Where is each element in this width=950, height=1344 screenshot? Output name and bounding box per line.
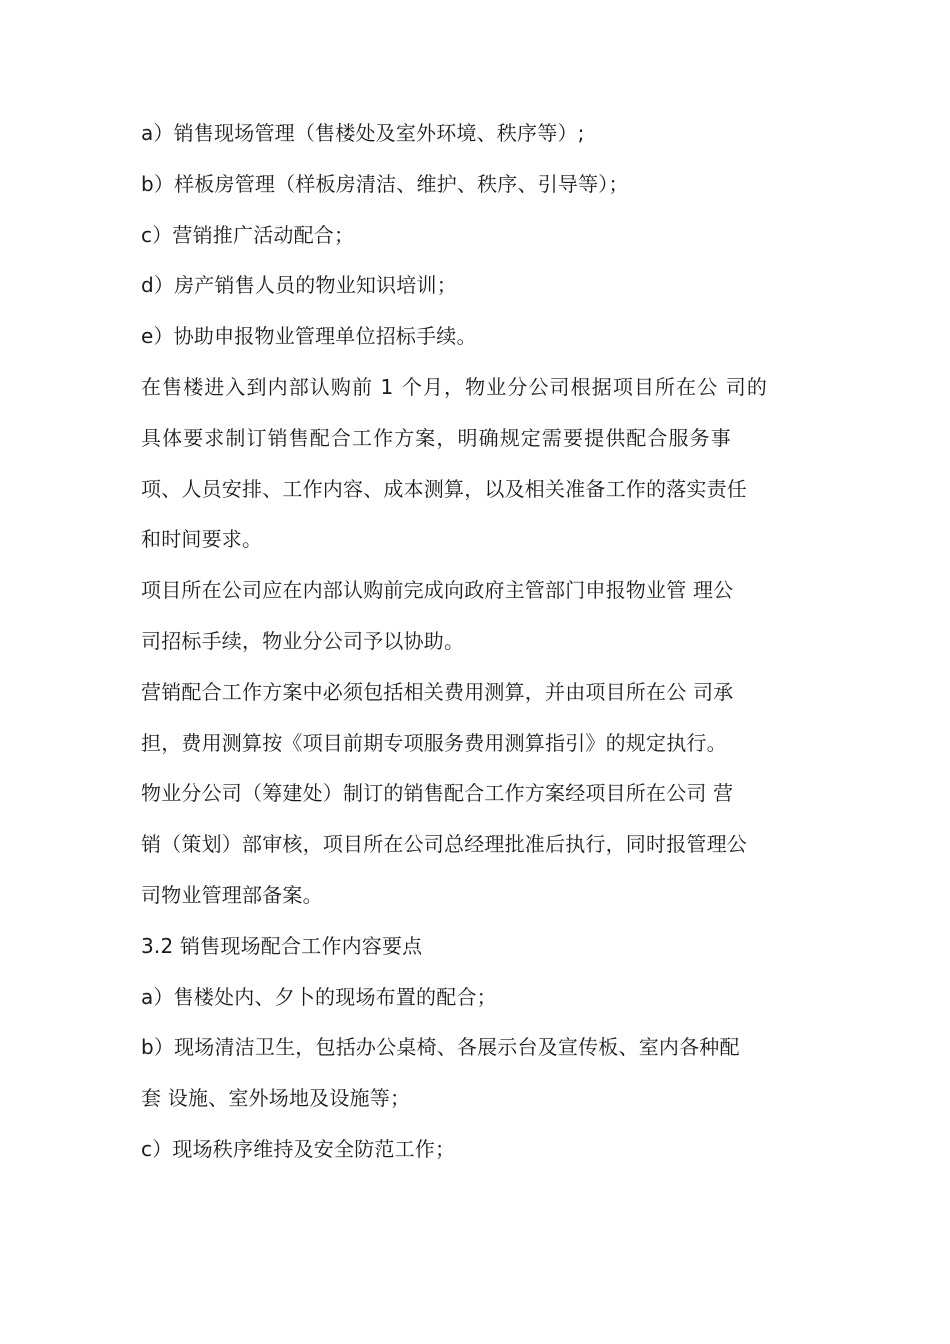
text-line: 物业分公司（筹建处）制订的销售配合工作方案经项目所在公司 营 [141,781,734,806]
text-line: 和时间要求。 [141,527,263,552]
text-line: 销（策划）部审核，项目所在公司总经理批准后执行，同时报管理公 [141,832,747,857]
document-page [141,108,816,1175]
text-line: a）售楼处内、夕卜的现场布置的配合； [141,984,497,1009]
text-line: c）营销推广活动配合； [141,222,355,247]
text-line: 项目所在公司应在内部认购前完成向政府主管部门申报物业管 理公 [141,578,734,603]
text-line: e）协助申报物业管理单位招标手续。 [141,324,477,349]
text-line: d）房产销售人员的物业知识培训； [141,273,457,298]
text-line: 营销配合工作方案中必须包括相关费用测算，并由项目所在公 司承 [141,679,734,704]
text-line: 套 设施、室外场地及设施等； [141,1086,411,1111]
text-line: b）现场清洁卫生，包括办公桌椅、各展示台及宣传板、室内各种配 [141,1035,740,1060]
section-heading: 3.2 销售现场配合工作内容要点 [141,933,423,958]
text-line: 司物业管理部备案。 [141,882,323,907]
text-line: b）样板房管理（样板房清洁、维护、秩序、引导等）； [141,171,629,196]
text-line: a）销售现场管理（售楼处及室外环境、秩序等）; [141,121,585,145]
text-line: 担，费用测算按《项目前期专项服务费用测算指引》的规定执行。 [141,730,727,755]
text-line: c）现场秩序维持及安全防范工作； [141,1136,456,1161]
text-line: 司招标手续，物业分公司予以协助。 [141,628,465,653]
text-line: 项、人员安排、工作内容、成本测算，以及相关准备工作的落实责任 [141,476,747,501]
text-line: 在售楼进入到内部认购前 1 个月，物业分公司根据项目所在公 司的 [141,374,768,399]
text-line: 具体要求制订销售配合工作方案，明确规定需要提供配合服务事 [141,425,732,450]
